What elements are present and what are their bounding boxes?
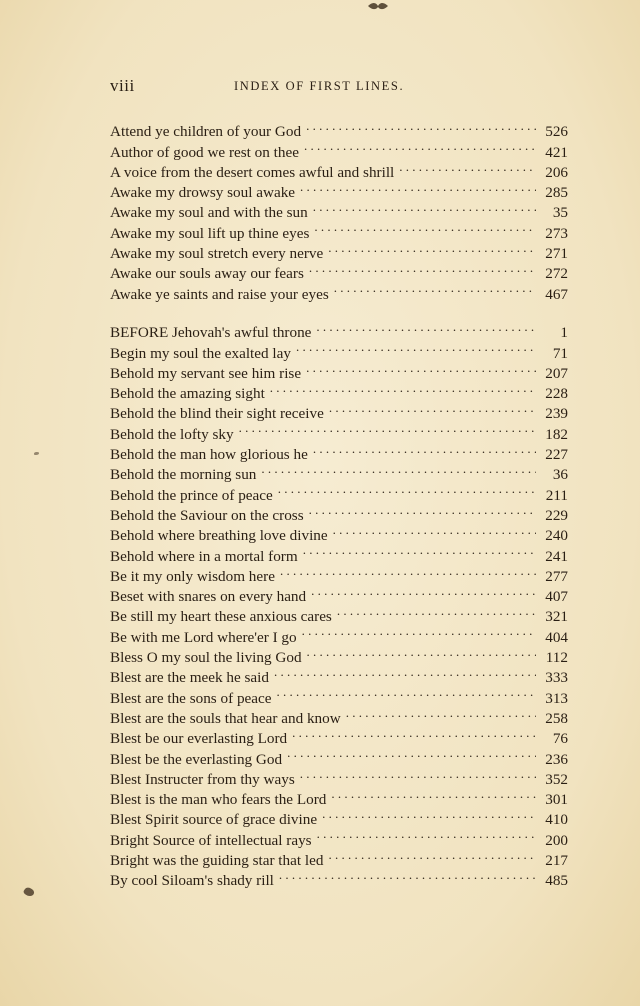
dot-leader [278, 479, 536, 499]
page-reference: 273 [545, 224, 568, 242]
dot-leader [333, 520, 536, 540]
page-reference: 285 [545, 184, 568, 202]
page-reference: 1 [560, 324, 568, 342]
dot-leader [261, 459, 536, 479]
first-line-text: By cool Siloam's shady rill [110, 872, 274, 890]
first-line-text: Blest be the everlasting God [110, 750, 283, 768]
running-title: INDEX OF FIRST LINES. [234, 79, 405, 93]
first-line-text: Bright was the guiding star that led [110, 852, 324, 870]
first-line-text: Behold the man how glorious he [110, 446, 308, 464]
dot-leader [306, 358, 536, 378]
page-reference: 112 [545, 649, 568, 667]
page-reference: 467 [545, 285, 568, 303]
index-entry [110, 116, 568, 141]
first-line-text: A voice from the desert comes awful and shrill [110, 163, 395, 181]
page-reference: 277 [545, 567, 568, 585]
first-line-text: Awake my soul and with the sun [110, 204, 308, 222]
dot-leader [316, 317, 536, 337]
dot-leader [334, 278, 536, 298]
first-line-text: Bless O my soul the living God [110, 649, 302, 667]
page-reference: 240 [545, 527, 568, 545]
dot-leader [317, 824, 536, 844]
first-line-text: Blest are the meek he said [110, 669, 269, 687]
dot-leader [300, 764, 536, 784]
first-line-text: Behold where in a mortal form [110, 547, 298, 565]
page-reference: 76 [552, 730, 568, 748]
page-reference: 206 [545, 163, 568, 181]
dot-leader [329, 398, 536, 418]
dot-leader [292, 723, 536, 743]
dot-leader [309, 258, 536, 278]
first-line-text: Blest Spirit source of grace divine [110, 811, 318, 829]
first-line-text: Be it my only wisdom here [110, 567, 275, 585]
first-line-text: Blest is the man who fears the Lord [110, 791, 327, 809]
page-reference: 271 [545, 245, 568, 263]
page-reference: 404 [545, 628, 568, 646]
dot-leader [274, 662, 536, 682]
page-reference: 313 [545, 689, 568, 707]
dot-leader [322, 804, 536, 824]
page-reference: 258 [545, 709, 568, 727]
page-reference: 301 [545, 791, 568, 809]
dot-leader [313, 197, 536, 217]
dot-leader [300, 177, 536, 197]
first-line-text: Awake my soul stretch every nerve [110, 245, 324, 263]
page-reference: 71 [552, 344, 568, 362]
dot-leader [279, 865, 536, 885]
first-line-text: Behold the prince of peace [110, 486, 273, 504]
first-line-text: Awake our souls away our fears [110, 265, 304, 283]
dot-leader [331, 784, 536, 804]
page-reference: 35 [552, 204, 568, 222]
first-line-text: Behold the blind their sight receive [110, 405, 324, 423]
dot-leader [306, 116, 536, 136]
first-line-text: Be still my heart these anxious cares [110, 608, 332, 626]
index-entry [110, 317, 568, 342]
first-line-text: Blest Instructer from thy ways [110, 770, 295, 788]
page-reference: 182 [545, 425, 568, 443]
first-line-text: Behold the morning sun [110, 466, 257, 484]
page-reference: 207 [545, 364, 568, 382]
first-line-text: Awake my soul lift up thine eyes [110, 224, 310, 242]
page-reference: 239 [545, 405, 568, 423]
page-reference: 217 [545, 852, 568, 870]
index-group-b [110, 317, 568, 890]
first-line-text: Begin my soul the exalted lay [110, 344, 291, 362]
page-reference: 229 [545, 506, 568, 524]
dot-leader [311, 581, 536, 601]
dot-leader [296, 337, 536, 357]
first-line-text: Blest are the sons of peace [110, 689, 272, 707]
first-line-text: Behold the lofty sky [110, 425, 234, 443]
page-header [110, 76, 572, 98]
first-line-text: Be with me Lord where'er I go [110, 628, 297, 646]
dot-leader [346, 703, 536, 723]
first-line-text: Beset with snares on every hand [110, 588, 307, 606]
page-reference: 321 [545, 608, 568, 626]
dot-leader [328, 845, 536, 865]
page-reference: 200 [545, 831, 568, 849]
first-line-text: BEFORE Jehovah's awful throne [110, 324, 312, 342]
first-line-text: Behold where breathing love divine [110, 527, 328, 545]
first-line-text: Behold my servant see him rise [110, 364, 302, 382]
page-reference: 410 [545, 811, 568, 829]
page-reference: 421 [545, 143, 568, 161]
ink-speck [34, 452, 39, 455]
dot-leader [280, 561, 536, 581]
first-line-text: Awake ye saints and raise your eyes [110, 285, 329, 303]
dot-leader [304, 136, 536, 156]
dot-leader [399, 157, 536, 177]
first-line-text: Behold the amazing sight [110, 385, 265, 403]
dot-leader [337, 601, 536, 621]
first-line-text: Bright Source of intellectual rays [110, 831, 312, 849]
dot-leader [307, 642, 536, 662]
dot-leader [302, 621, 536, 641]
ink-ornament [366, 0, 390, 14]
page-reference: 407 [545, 588, 568, 606]
page-reference: 241 [545, 547, 568, 565]
first-line-text: Blest are the souls that hear and know [110, 709, 341, 727]
page-reference: 36 [552, 466, 568, 484]
first-line-text: Behold the Saviour on the cross [110, 506, 304, 524]
dot-leader [303, 540, 536, 560]
page-reference: 485 [545, 872, 568, 890]
page-reference: 352 [545, 770, 568, 788]
ink-smudge [23, 886, 36, 898]
dot-leader [313, 439, 536, 459]
first-line-text: Blest be our everlasting Lord [110, 730, 288, 748]
page-reference: 526 [545, 123, 568, 141]
first-line-text: Awake my drowsy soul awake [110, 184, 296, 202]
page-reference: 333 [545, 669, 568, 687]
page-reference: 211 [545, 486, 568, 504]
page-reference: 272 [545, 265, 568, 283]
page-reference: 228 [545, 385, 568, 403]
index-group-a [110, 116, 568, 303]
dot-leader [277, 682, 536, 702]
page-reference: 236 [545, 750, 568, 768]
dot-leader [287, 743, 536, 763]
dot-leader [239, 418, 536, 438]
page-reference: 227 [545, 446, 568, 464]
dot-leader [328, 238, 536, 258]
page-number: viii [110, 76, 135, 95]
first-line-text: Attend ye children of your God [110, 123, 302, 141]
dot-leader [314, 217, 536, 237]
dot-leader [270, 378, 536, 398]
first-line-text: Author of good we rest on thee [110, 143, 299, 161]
dot-leader [309, 500, 536, 520]
